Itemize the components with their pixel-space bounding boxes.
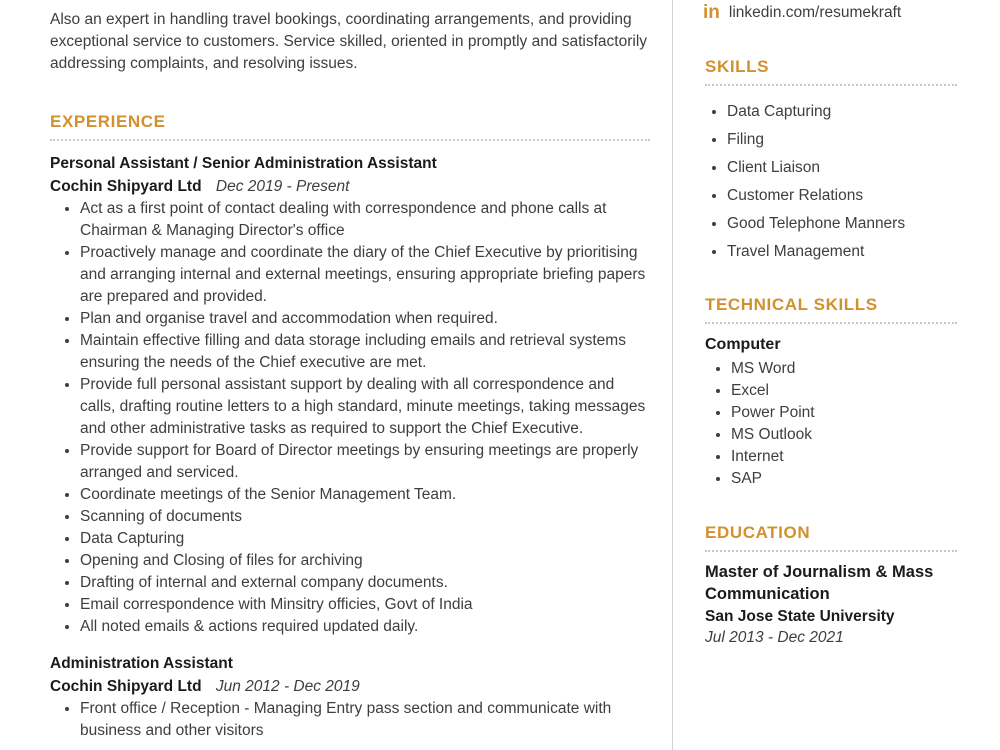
education-dates: Jul 2013 - Dec 2021: [705, 629, 844, 646]
job-bullet-item: • Provide full personal assistant support by dealing with all correspondence and calls, drafting routine letters to a high standard, minute meetings, taking messages and other administrative tasks as required to support the Chief Executive.: [80, 374, 650, 440]
main-column: [50, 9, 650, 742]
job-title: Personal Assistant / Senior Administration Assistant: [50, 155, 437, 172]
job-bullet-list: [50, 198, 650, 638]
section-divider: [50, 139, 650, 141]
skill-item: • Data Capturing: [727, 98, 957, 126]
technical-skill-item: • MS Word: [731, 358, 957, 380]
technical-skills-heading: TECHNICAL SKILLS: [705, 295, 878, 314]
job-bullet-item: • Data Capturing: [80, 528, 650, 550]
job-entry: [50, 653, 650, 742]
education-school: San Jose State University: [705, 608, 895, 625]
job-dates: Jun 2012 - Dec 2019: [215, 678, 360, 695]
job-bullet-item: • Act as a first point of contact dealing with correspondence and phone calls at Chairman & Managing Director's office: [80, 198, 650, 242]
education-degree: Master of Journalism & Mass Communication: [705, 563, 934, 603]
job-bullet-item: • Front office / Reception - Managing Entry pass section and communicate with business and other visitors: [80, 698, 650, 742]
job-entry: [50, 153, 650, 638]
job-bullet-item: • Proactively manage and coordinate the diary of the Chief Executive by prioritising and arranging internal and external meetings, ensuring appropriate briefing papers are prepared and provided.: [80, 242, 650, 308]
technical-skill-item: • SAP: [731, 468, 957, 490]
technical-skill-item: • MS Outlook: [731, 424, 957, 446]
job-bullet-item: • Plan and organise travel and accommodation when required.: [80, 308, 650, 330]
job-bullet-item: • Scanning of documents: [80, 506, 650, 528]
technical-skill-item: • Power Point: [731, 402, 957, 424]
job-bullet-item: • Maintain effective filling and data storage including emails and retrieval systems ensuring the needs of the Chief executive are met.: [80, 330, 650, 374]
skills-heading: SKILLS: [705, 57, 770, 76]
linkedin-icon: in: [703, 2, 720, 23]
job-meta: [50, 176, 650, 197]
job-bullet-item: • Drafting of internal and external company documents.: [80, 572, 650, 594]
job-title: Administration Assistant: [50, 655, 233, 672]
skills-list: [705, 98, 957, 266]
education-heading: EDUCATION: [705, 523, 811, 542]
job-meta: [50, 676, 650, 697]
job-bullet-item: • Opening and Closing of files for archiving: [80, 550, 650, 572]
job-bullet-list: [50, 698, 650, 742]
job-company: Cochin Shipyard Ltd: [50, 678, 202, 695]
job-bullet-item: • Provide support for Board of Director meetings by ensuring meetings are properly arranged and serviced.: [80, 440, 650, 484]
technical-skill-item: • Internet: [731, 446, 957, 468]
skill-item: • Travel Management: [727, 238, 957, 266]
section-divider: [705, 322, 957, 324]
skill-item: • Client Liaison: [727, 154, 957, 182]
sidebar-column: [705, 0, 957, 648]
column-divider: [672, 0, 673, 750]
summary-text: Also an expert in handling travel bookings, coordinating arrangements, and providing exceptional service to customers. Service skilled, oriented in promptly and satisfactorily addressing complaints, and resolving issues.: [50, 11, 648, 72]
skill-item: • Customer Relations: [727, 182, 957, 210]
skill-item: • Good Telephone Manners: [727, 210, 957, 238]
job-company: Cochin Shipyard Ltd: [50, 178, 202, 195]
job-dates: Dec 2019 - Present: [215, 178, 350, 195]
job-bullet-item: • Coordinate meetings of the Senior Management Team.: [80, 484, 650, 506]
linkedin-link[interactable]: linkedin.com/resumekraft: [728, 4, 902, 21]
technical-skill-item: • Excel: [731, 380, 957, 402]
section-divider: [705, 550, 957, 552]
experience-heading: EXPERIENCE: [50, 112, 166, 131]
skill-item: • Filing: [727, 126, 957, 154]
technical-skills-group: Computer: [705, 336, 781, 353]
job-bullet-item: • All noted emails & actions required updated daily.: [80, 616, 650, 638]
linkedin-row[interactable]: [705, 0, 957, 24]
section-divider: [705, 84, 957, 86]
technical-skills-list: [705, 358, 957, 490]
job-bullet-item: • Email correspondence with Minsitry officies, Govt of India: [80, 594, 650, 616]
